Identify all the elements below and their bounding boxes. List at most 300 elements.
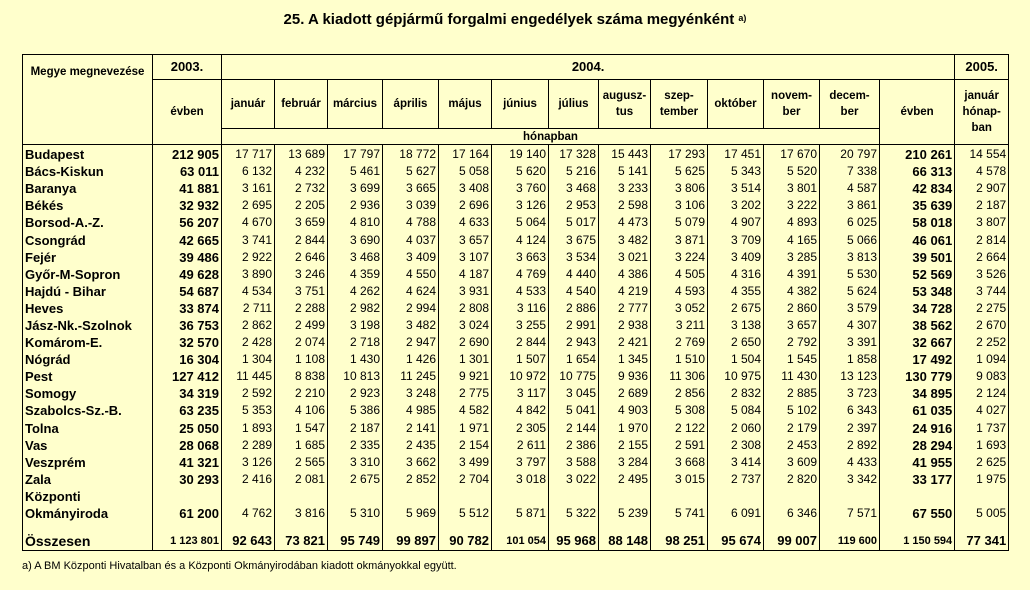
value-2004-month: 4 505 [651, 266, 708, 283]
footnote: a) A BM Központi Hivatalban és a Központi Okmányirodában kiadott okmányokkal együtt. [22, 560, 457, 572]
value-2004-month: 10 775 [549, 368, 599, 385]
county-name: Tolna [23, 420, 153, 437]
value-2004-month: 3 224 [651, 249, 708, 266]
value-2004-month: 2 695 [222, 197, 275, 214]
value-2004-month: 3 126 [222, 454, 275, 471]
value-2004-month: 2 060 [708, 420, 764, 437]
value-2004-month: 11 306 [651, 368, 708, 385]
value-2004-month: 5 064 [492, 214, 549, 231]
value-2004-month: 3 342 [820, 471, 880, 488]
value-2004-month: 6 025 [820, 214, 880, 231]
value-2004-month: 2 953 [549, 197, 599, 214]
value-2005-january: 2 187 [955, 197, 1009, 214]
value-2003-year: 42 665 [153, 231, 222, 248]
value-2004-month: 5 310 [328, 488, 383, 522]
value-2004-month: 3 022 [549, 471, 599, 488]
value-2004-month: 2 305 [492, 420, 549, 437]
value-2004-month: 3 255 [492, 317, 549, 334]
value-2004-month: 3 468 [328, 249, 383, 266]
value-2004-month: 4 262 [328, 283, 383, 300]
value-2004-month: 4 903 [599, 402, 651, 419]
value-2004-month: 3 663 [492, 249, 549, 266]
value-2004-month: 2 453 [764, 437, 820, 454]
value-2004-month: 73 821 [275, 522, 328, 551]
value-2003-year: 33 874 [153, 300, 222, 317]
value-2004-month: 1 510 [651, 351, 708, 368]
header-month: szep-tember [651, 80, 708, 129]
table-row [23, 197, 1009, 214]
value-2004-month: 3 409 [383, 249, 439, 266]
value-2004-month: 5 216 [549, 163, 599, 180]
value-2004-year: 17 492 [880, 351, 955, 368]
table-row [23, 266, 1009, 283]
value-2004-month: 3 482 [599, 231, 651, 248]
county-name: Vas [23, 437, 153, 454]
header-year-2004: 2004. [222, 55, 955, 80]
value-2004-month: 3 018 [492, 471, 549, 488]
value-2004-year: 210 261 [880, 145, 955, 164]
value-2004-month: 4 219 [599, 283, 651, 300]
value-2003-year: 28 068 [153, 437, 222, 454]
value-2004-month: 5 520 [764, 163, 820, 180]
header-month: augusz-tus [599, 80, 651, 129]
value-2004-month: 3 248 [383, 385, 439, 402]
value-2004-month: 3 246 [275, 266, 328, 283]
value-2004-month: 2 947 [383, 334, 439, 351]
value-2004-month: 3 222 [764, 197, 820, 214]
value-2003-year: 25 050 [153, 420, 222, 437]
value-2004-month: 3 015 [651, 471, 708, 488]
table-row [23, 454, 1009, 471]
header-month: novem-ber [764, 80, 820, 129]
county-name: Nógrád [23, 351, 153, 368]
title-footnote-marker: a) [738, 13, 747, 23]
value-2004-month: 5 625 [651, 163, 708, 180]
value-2004-month: 3 806 [651, 180, 708, 197]
county-name: Zala [23, 471, 153, 488]
value-2005-january: 1 975 [955, 471, 1009, 488]
value-2004-month: 2 808 [439, 300, 492, 317]
value-2004-month: 2 732 [275, 180, 328, 197]
value-2004-month: 17 328 [549, 145, 599, 164]
table-row [23, 420, 1009, 437]
value-2004-month: 4 582 [439, 402, 492, 419]
value-2005-january: 77 341 [955, 522, 1009, 551]
value-2004-month: 4 769 [492, 266, 549, 283]
value-2004-month: 2 155 [599, 437, 651, 454]
county-name: Bács-Kiskun [23, 163, 153, 180]
value-2004-month: 95 968 [549, 522, 599, 551]
value-2003-year: 1 123 801 [153, 522, 222, 551]
value-2004-month: 4 550 [383, 266, 439, 283]
value-2004-month: 1 345 [599, 351, 651, 368]
value-2004-year: 130 779 [880, 368, 955, 385]
value-2004-month: 3 709 [708, 231, 764, 248]
value-2005-january: 4 578 [955, 163, 1009, 180]
value-2004-month: 9 936 [599, 368, 651, 385]
value-2004-month: 2 397 [820, 420, 880, 437]
value-2004-month: 2 862 [222, 317, 275, 334]
value-2004-month: 4 187 [439, 266, 492, 283]
value-2004-month: 1 426 [383, 351, 439, 368]
value-2004-month: 2 335 [328, 437, 383, 454]
value-2003-year: 61 200 [153, 488, 222, 522]
value-2004-month: 5 353 [222, 402, 275, 419]
value-2004-year: 67 550 [880, 488, 955, 522]
value-2004-month: 2 832 [708, 385, 764, 402]
value-2004-month: 2 435 [383, 437, 439, 454]
value-2004-month: 2 144 [549, 420, 599, 437]
value-2004-month: 2 991 [549, 317, 599, 334]
header-month: október [708, 80, 764, 129]
value-2004-year: 1 150 594 [880, 522, 955, 551]
value-2004-month: 119 600 [820, 522, 880, 551]
value-2004-month: 3 741 [222, 231, 275, 248]
value-2004-month: 6 132 [222, 163, 275, 180]
value-2003-year: 36 753 [153, 317, 222, 334]
value-2004-month: 3 391 [820, 334, 880, 351]
value-2004-month: 6 091 [708, 488, 764, 522]
table-row [23, 214, 1009, 231]
table-row [23, 471, 1009, 488]
value-2004-month: 10 813 [328, 368, 383, 385]
value-2004-month: 4 473 [599, 214, 651, 231]
value-2004-month: 3 659 [275, 214, 328, 231]
value-2004-month: 4 842 [492, 402, 549, 419]
value-2004-month: 9 921 [439, 368, 492, 385]
value-2004-month: 2 288 [275, 300, 328, 317]
value-2004-month: 2 852 [383, 471, 439, 488]
value-2004-month: 4 386 [599, 266, 651, 283]
header-month: március [328, 80, 383, 129]
value-2004-month: 5 239 [599, 488, 651, 522]
value-2004-month: 99 897 [383, 522, 439, 551]
value-2004-month: 3 116 [492, 300, 549, 317]
value-2004-month: 10 975 [708, 368, 764, 385]
value-2004-year: 52 569 [880, 266, 955, 283]
value-2004-month: 4 540 [549, 283, 599, 300]
value-2004-month: 2 611 [492, 437, 549, 454]
value-2004-month: 8 838 [275, 368, 328, 385]
value-2004-year: 33 177 [880, 471, 955, 488]
value-2004-month: 3 310 [328, 454, 383, 471]
value-2004-month: 3 414 [708, 454, 764, 471]
value-2004-year: 28 294 [880, 437, 955, 454]
value-2004-month: 1 971 [439, 420, 492, 437]
value-2004-year: 39 501 [880, 249, 955, 266]
table-row [23, 180, 1009, 197]
value-2004-year: 32 667 [880, 334, 955, 351]
header-in-month: hónapban [222, 129, 880, 145]
county-name: Győr-M-Sopron [23, 266, 153, 283]
value-2004-month: 4 391 [764, 266, 820, 283]
header-month: február [275, 80, 328, 129]
value-2004-month: 2 499 [275, 317, 328, 334]
value-2004-month: 2 923 [328, 385, 383, 402]
value-2005-january: 1 737 [955, 420, 1009, 437]
value-2004-month: 2 886 [549, 300, 599, 317]
header-2004-in-year: évben [880, 80, 955, 145]
value-2004-year: 24 916 [880, 420, 955, 437]
value-2004-month: 2 210 [275, 385, 328, 402]
value-2004-month: 4 893 [764, 214, 820, 231]
value-2004-month: 5 530 [820, 266, 880, 283]
value-2004-month: 3 052 [651, 300, 708, 317]
value-2004-month: 3 751 [275, 283, 328, 300]
value-2004-month: 3 699 [328, 180, 383, 197]
table-row [23, 437, 1009, 454]
value-2005-january: 2 275 [955, 300, 1009, 317]
value-2004-month: 1 504 [708, 351, 764, 368]
value-2004-month: 5 620 [492, 163, 549, 180]
header-county: Megye megnevezése [23, 55, 153, 145]
value-2004-month: 17 451 [708, 145, 764, 164]
value-2004-year: 42 834 [880, 180, 955, 197]
value-2004-month: 4 440 [549, 266, 599, 283]
value-2004-month: 20 797 [820, 145, 880, 164]
value-2005-january: 1 094 [955, 351, 1009, 368]
value-2004-month: 3 284 [599, 454, 651, 471]
value-2004-month: 2 386 [549, 437, 599, 454]
header-month: április [383, 80, 439, 129]
value-2004-month: 3 138 [708, 317, 764, 334]
value-2004-month: 4 355 [708, 283, 764, 300]
county-name: Budapest [23, 145, 153, 164]
value-2004-month: 18 772 [383, 145, 439, 164]
value-2004-month: 3 233 [599, 180, 651, 197]
value-2003-year: 30 293 [153, 471, 222, 488]
value-2004-year: 66 313 [880, 163, 955, 180]
title-text: 25. A kiadott gépjármű forgalmi engedélyek száma megyénként [283, 11, 735, 28]
header-year-2003: 2003. [153, 55, 222, 80]
value-2004-month: 98 251 [651, 522, 708, 551]
value-2004-month: 1 858 [820, 351, 880, 368]
header-month: január [222, 80, 275, 129]
value-2005-january: 1 693 [955, 437, 1009, 454]
value-2004-month: 2 769 [651, 334, 708, 351]
header-2003-in-year: évben [153, 80, 222, 145]
value-2004-month: 17 797 [328, 145, 383, 164]
registrations-table [22, 54, 1009, 551]
value-2003-year: 41 881 [153, 180, 222, 197]
value-2003-year: 39 486 [153, 249, 222, 266]
value-2004-month: 3 760 [492, 180, 549, 197]
value-2004-month: 2 704 [439, 471, 492, 488]
county-name: Szabolcs-Sz.-B. [23, 402, 153, 419]
value-2004-month: 2 792 [764, 334, 820, 351]
header-2005-january: január hónap-ban [955, 80, 1009, 145]
value-2004-month: 4 907 [708, 214, 764, 231]
value-2004-month: 3 579 [820, 300, 880, 317]
county-name: Központi Okmányiroda [23, 488, 153, 522]
county-name: Komárom-E. [23, 334, 153, 351]
county-name: Összesen [23, 522, 153, 551]
value-2004-month: 2 696 [439, 197, 492, 214]
value-2004-month: 7 338 [820, 163, 880, 180]
value-2004-month: 3 039 [383, 197, 439, 214]
value-2004-month: 4 433 [820, 454, 880, 471]
value-2004-month: 2 777 [599, 300, 651, 317]
value-2004-month: 92 643 [222, 522, 275, 551]
value-2004-month: 2 074 [275, 334, 328, 351]
value-2004-month: 88 148 [599, 522, 651, 551]
value-2005-january: 2 814 [955, 231, 1009, 248]
value-2004-month: 2 844 [275, 231, 328, 248]
value-2004-month: 3 668 [651, 454, 708, 471]
county-name: Fejér [23, 249, 153, 266]
value-2004-month: 1 507 [492, 351, 549, 368]
value-2004-month: 4 307 [820, 317, 880, 334]
value-2004-month: 3 482 [383, 317, 439, 334]
value-2004-month: 10 972 [492, 368, 549, 385]
value-2004-month: 2 994 [383, 300, 439, 317]
value-2004-month: 4 359 [328, 266, 383, 283]
value-2003-year: 32 570 [153, 334, 222, 351]
value-2004-month: 5 624 [820, 283, 880, 300]
value-2004-month: 5 084 [708, 402, 764, 419]
county-name: Jász-Nk.-Szolnok [23, 317, 153, 334]
value-2004-month: 2 775 [439, 385, 492, 402]
value-2004-month: 4 124 [492, 231, 549, 248]
value-2004-month: 4 534 [222, 283, 275, 300]
value-2004-month: 4 985 [383, 402, 439, 419]
value-2004-month: 3 609 [764, 454, 820, 471]
value-2004-month: 13 689 [275, 145, 328, 164]
value-2004-month: 1 545 [764, 351, 820, 368]
value-2004-month: 2 416 [222, 471, 275, 488]
value-2004-month: 6 346 [764, 488, 820, 522]
value-2005-january: 3 807 [955, 214, 1009, 231]
value-2003-year: 212 905 [153, 145, 222, 164]
value-2004-month: 2 892 [820, 437, 880, 454]
value-2004-month: 5 308 [651, 402, 708, 419]
value-2004-month: 5 871 [492, 488, 549, 522]
value-2004-month: 3 514 [708, 180, 764, 197]
total-row [23, 522, 1009, 551]
value-2004-month: 3 409 [708, 249, 764, 266]
value-2004-month: 5 969 [383, 488, 439, 522]
value-2005-january: 3 744 [955, 283, 1009, 300]
value-2004-month: 3 021 [599, 249, 651, 266]
value-2004-month: 3 211 [651, 317, 708, 334]
value-2004-month: 2 982 [328, 300, 383, 317]
value-2004-month: 3 657 [439, 231, 492, 248]
value-2003-year: 34 319 [153, 385, 222, 402]
value-2004-month: 1 893 [222, 420, 275, 437]
county-name: Baranya [23, 180, 153, 197]
value-2004-month: 2 187 [328, 420, 383, 437]
value-2004-month: 2 308 [708, 437, 764, 454]
value-2004-month: 2 718 [328, 334, 383, 351]
value-2004-month: 2 122 [651, 420, 708, 437]
value-2004-month: 3 468 [549, 180, 599, 197]
county-name: Somogy [23, 385, 153, 402]
value-2004-year: 34 728 [880, 300, 955, 317]
value-2005-january: 2 907 [955, 180, 1009, 197]
value-2004-month: 4 762 [222, 488, 275, 522]
value-2004-month: 2 675 [708, 300, 764, 317]
value-2004-month: 1 108 [275, 351, 328, 368]
table-row [23, 145, 1009, 164]
value-2004-year: 38 562 [880, 317, 955, 334]
value-2005-january: 5 005 [955, 488, 1009, 522]
value-2004-month: 5 017 [549, 214, 599, 231]
value-2004-month: 4 232 [275, 163, 328, 180]
value-2004-month: 4 382 [764, 283, 820, 300]
value-2004-month: 2 421 [599, 334, 651, 351]
value-2004-month: 3 106 [651, 197, 708, 214]
value-2004-month: 95 749 [328, 522, 383, 551]
value-2004-month: 5 141 [599, 163, 651, 180]
value-2004-month: 2 860 [764, 300, 820, 317]
county-name: Heves [23, 300, 153, 317]
value-2004-month: 2 289 [222, 437, 275, 454]
table-row [23, 351, 1009, 368]
value-2005-january: 2 252 [955, 334, 1009, 351]
value-2003-year: 49 628 [153, 266, 222, 283]
value-2004-month: 19 140 [492, 145, 549, 164]
value-2004-month: 2 495 [599, 471, 651, 488]
value-2004-month: 2 711 [222, 300, 275, 317]
value-2004-month: 2 565 [275, 454, 328, 471]
value-2004-month: 4 593 [651, 283, 708, 300]
value-2004-year: 41 955 [880, 454, 955, 471]
value-2004-month: 13 123 [820, 368, 880, 385]
table-title [0, 11, 1030, 28]
value-2004-month: 4 106 [275, 402, 328, 419]
table-row [23, 163, 1009, 180]
value-2004-month: 1 547 [275, 420, 328, 437]
county-name: Pest [23, 368, 153, 385]
table-row [23, 300, 1009, 317]
value-2004-month: 3 690 [328, 231, 383, 248]
value-2004-month: 7 571 [820, 488, 880, 522]
value-2004-month: 2 922 [222, 249, 275, 266]
value-2004-month: 6 343 [820, 402, 880, 419]
value-2004-month: 11 445 [222, 368, 275, 385]
value-2004-month: 3 198 [328, 317, 383, 334]
value-2003-year: 16 304 [153, 351, 222, 368]
header-month: decem-ber [820, 80, 880, 129]
value-2004-month: 2 081 [275, 471, 328, 488]
value-2004-month: 4 810 [328, 214, 383, 231]
value-2004-month: 3 813 [820, 249, 880, 266]
table-row [23, 283, 1009, 300]
value-2004-month: 5 461 [328, 163, 383, 180]
value-2004-month: 2 154 [439, 437, 492, 454]
value-2004-month: 3 675 [549, 231, 599, 248]
value-2003-year: 54 687 [153, 283, 222, 300]
value-2004-month: 2 737 [708, 471, 764, 488]
value-2004-month: 11 245 [383, 368, 439, 385]
value-2004-month: 2 936 [328, 197, 383, 214]
header-month: július [549, 80, 599, 129]
value-2004-month: 2 856 [651, 385, 708, 402]
value-2004-month: 1 685 [275, 437, 328, 454]
value-2003-year: 56 207 [153, 214, 222, 231]
value-2004-month: 3 126 [492, 197, 549, 214]
value-2004-month: 3 797 [492, 454, 549, 471]
value-2004-month: 2 943 [549, 334, 599, 351]
header-month: május [439, 80, 492, 129]
value-2004-month: 4 165 [764, 231, 820, 248]
value-2004-month: 4 587 [820, 180, 880, 197]
table-row [23, 402, 1009, 419]
value-2004-month: 17 293 [651, 145, 708, 164]
value-2004-month: 3 931 [439, 283, 492, 300]
value-2004-month: 1 301 [439, 351, 492, 368]
value-2004-month: 2 141 [383, 420, 439, 437]
